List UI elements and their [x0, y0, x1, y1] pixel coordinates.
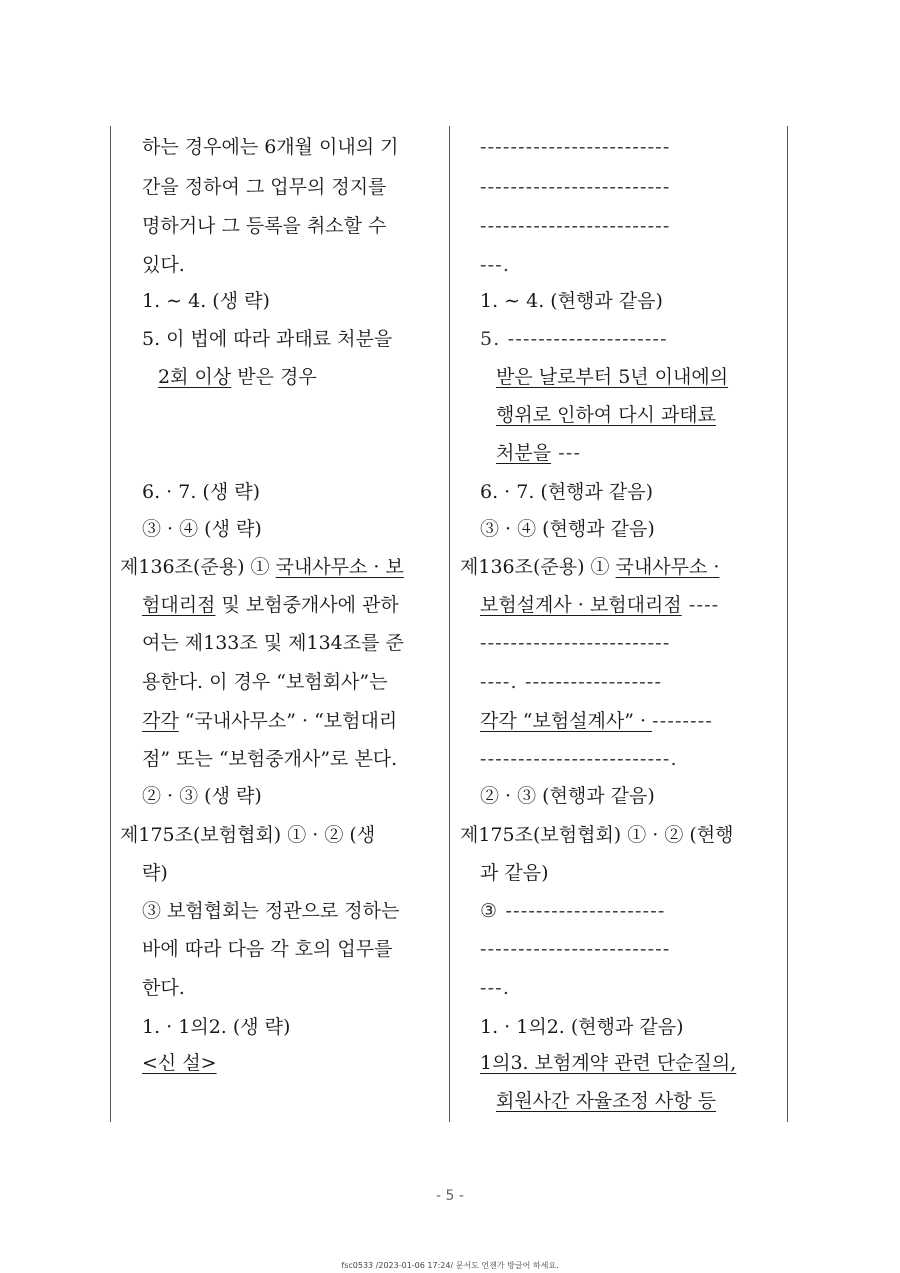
left-line-11-rest: 및 보험중개사에 관하	[215, 594, 399, 616]
left-line-13: 용한다. 이 경우 “보험회사”는	[142, 671, 388, 693]
right-line-16-underlined: 각각 “보험설계사” ·	[480, 710, 653, 732]
left-line-12: 여는 제133조 및 제134조를 준	[142, 632, 404, 654]
right-line-10: 6. · 7. (현행과 같음)	[480, 481, 654, 503]
right-line-25: 1의3. 보험계약 관련 단순질의,	[480, 1052, 737, 1074]
right-line-14: -------------------------	[480, 632, 671, 654]
right-line-16	[480, 708, 713, 734]
left-line-10-underlined: 국내사무소 · 보	[275, 556, 404, 578]
left-line-14	[142, 708, 397, 734]
left-line-3: 명하거나 그 등록을 취소할 수	[142, 215, 387, 237]
right-border-line	[787, 126, 788, 1122]
left-line-10	[120, 554, 404, 580]
right-line-12	[460, 554, 719, 580]
right-line-19: 제175조(보험협회) ① · ② (현행	[460, 824, 734, 846]
right-line-20: 과 같음)	[480, 862, 549, 884]
left-line-23-underlined: <신 설>	[142, 1052, 217, 1074]
right-line-5: 1. ∼ 4. (현행과 같음)	[480, 290, 663, 312]
left-line-7	[158, 364, 317, 390]
left-line-5: 1. ∼ 4. (생 략)	[142, 290, 270, 312]
right-line-4: ---.	[480, 254, 511, 276]
page-number: - 5 -	[436, 1188, 464, 1204]
right-line-22: -------------------------	[480, 938, 671, 960]
right-line-13-rest: ----	[681, 594, 720, 616]
right-line-9-rest: ---	[551, 442, 582, 464]
right-line-8: 행위로 인하여 다시 과태료	[496, 404, 717, 426]
right-line-2: -------------------------	[480, 176, 671, 198]
left-line-20: 바에 따라 다음 각 호의 업무를	[142, 938, 393, 960]
left-line-11-underlined: 험대리점	[142, 594, 216, 616]
left-border-line	[110, 126, 111, 1122]
right-line-24: 1. · 1의2. (현행과 같음)	[480, 1016, 684, 1038]
right-line-13-underlined: 보험설계사 · 보험대리점	[480, 594, 682, 616]
left-line-2: 간을 정하여 그 업무의 정지를	[142, 176, 387, 198]
right-line-18: ② · ③ (현행과 같음)	[480, 785, 655, 807]
footer-stamp: fsc0533 /2023-01-06 17:24/ 문서도 언젠가 방글어 하세요.	[341, 1261, 559, 1270]
right-line-3: -------------------------	[480, 215, 671, 237]
right-line-9-underlined: 처분을	[496, 442, 552, 464]
right-line-6: 5. ---------------------	[480, 328, 668, 350]
left-line-14-underlined: 각각	[142, 710, 179, 732]
right-line-16-rest: --------	[652, 710, 714, 732]
right-line-23: ---.	[480, 977, 511, 999]
left-line-22: 1. · 1의2. (생 략)	[142, 1016, 291, 1038]
left-line-1: 하는 경우에는 6개월 이내의 기	[142, 136, 399, 158]
left-line-16: ② · ③ (생 략)	[142, 785, 262, 807]
left-line-7-underlined: 2회 이상	[158, 366, 232, 388]
left-line-15: 점” 또는 “보험중개사”로 본다.	[142, 748, 398, 770]
left-line-11	[142, 592, 399, 618]
right-line-9	[496, 440, 581, 466]
right-line-7: 받은 날로부터 5년 이내에의	[496, 366, 729, 388]
right-line-12-underlined: 국내사무소 ·	[615, 556, 720, 578]
left-line-19: ③ 보험협회는 정관으로 정하는	[142, 900, 400, 922]
left-line-14-rest: “국내사무소” · “보험대리	[178, 710, 398, 732]
left-line-10-prefix: 제136조(준용) ①	[120, 556, 276, 578]
left-line-18: 략)	[142, 862, 168, 884]
center-divider-line	[449, 126, 450, 1122]
right-line-15: ----. ------------------	[480, 671, 663, 693]
right-line-12-prefix: 제136조(준용) ①	[460, 556, 616, 578]
left-line-7-rest: 받은 경우	[231, 366, 317, 388]
right-line-26: 회원사간 자율조정 사항 등	[496, 1090, 717, 1112]
left-line-21: 한다.	[142, 977, 185, 999]
right-line-1: -------------------------	[480, 136, 671, 158]
left-line-6: 5. 이 법에 따라 과태료 처분을	[142, 328, 393, 350]
right-line-21: ③ ---------------------	[480, 900, 666, 922]
left-line-9: ③ · ④ (생 략)	[142, 518, 262, 540]
left-line-23	[142, 1050, 217, 1076]
right-line-11: ③ · ④ (현행과 같음)	[480, 518, 655, 540]
left-line-4: 있다.	[142, 254, 185, 276]
left-line-8: 6. · 7. (생 략)	[142, 481, 260, 503]
left-line-17: 제175조(보험협회) ① · ② (생	[120, 824, 376, 846]
right-line-13	[480, 592, 719, 618]
right-line-17: -------------------------.	[480, 748, 678, 770]
